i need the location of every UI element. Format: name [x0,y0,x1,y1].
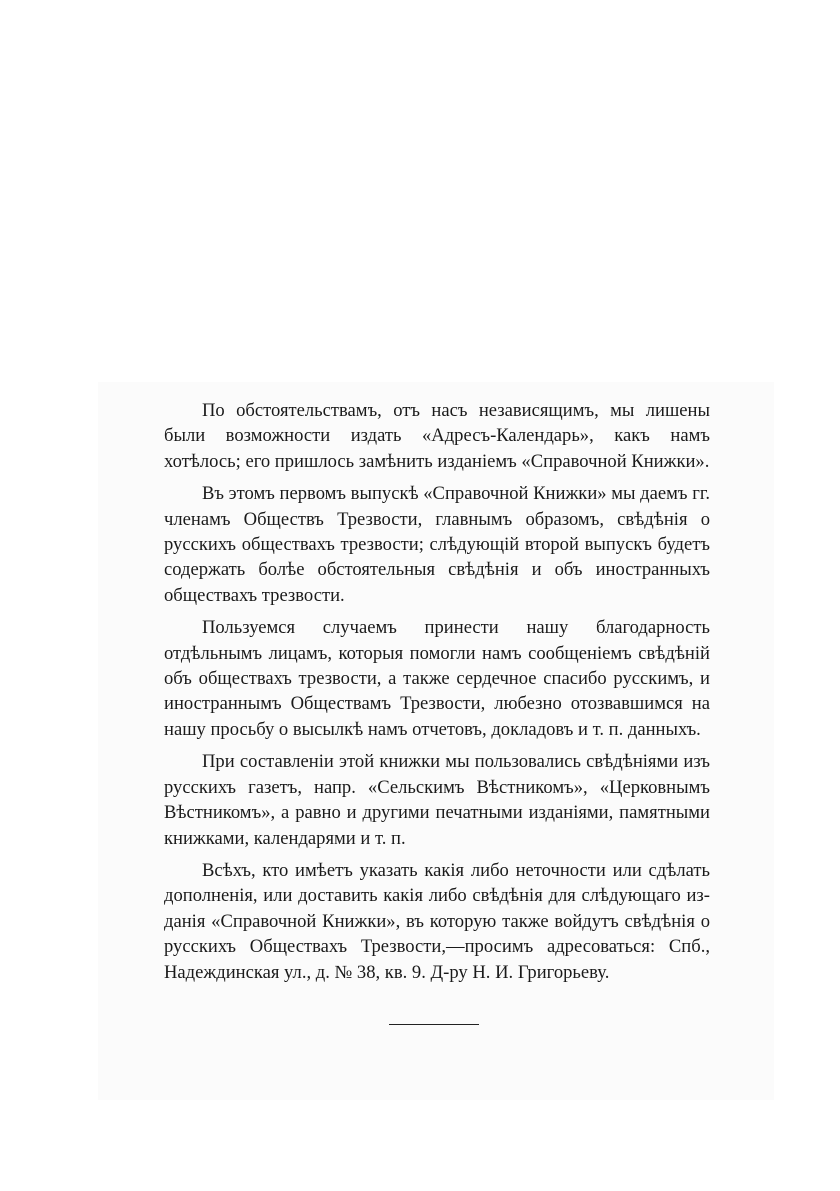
paragraph-first-issue: Въ этомъ первомъ выпускѣ «Справочной Книжки» мы даемъ гг. членамъ Обществъ Трезвости, главнымъ образомъ, свѣдѣнія о русскихъ обществахъ трезвости; слѣдующій второй выпускъ будетъ содержать болѣе обстоятельныя свѣдѣнія и объ иностранныхъ обществахъ трезвости. [164,483,710,606]
paragraph-contact: Всѣхъ, кто имѣетъ указать какія либо неточности или сдѣлать дополненія, или доставить какія либо свѣдѣнія для слѣдующаго изданія «Справочной Книжки», въ которую также войдутъ свѣдѣнія о русскихъ Обществахъ Трезвости,—просимъ адресоваться: Спб., Надеждинская ул., д. № 38, кв. 9. Д-ру Н. И. Григорьеву. [164,859,710,983]
closing-divider [389,1024,479,1025]
paragraph-preface: По обстоятельствамъ, отъ насъ независящимъ, мы лишены были возможности издать «Адресъ-Календарь», какъ намъ хотѣлось; его пришлось замѣнить изданіемъ «Справочной Книжки». [164,400,710,472]
paragraph-sources: При составленіи этой книжки мы пользовались свѣдѣніями изъ русскихъ газетъ, напр. «Сельскимъ Вѣстникомъ», «Церковнымъ Вѣстникомъ», а равно и другими печатными изданіями, памятными книжками, календарями и т. п. [164,751,710,849]
document-body [164,398,710,992]
paragraph-gratitude: Пользуемся случаемъ принести нашу благодарность отдѣльнымъ лицамъ, которыя помогли намъ сообщеніемъ свѣдѣній объ обществахъ трезвости, а также сердечное спасибо русскимъ, и иностраннымъ Обществамъ Трезвости, любезно отозвавшимся на нашу просьбу о высылкѣ намъ отчетовъ, докладовъ и т. п. данныхъ. [164,617,710,740]
